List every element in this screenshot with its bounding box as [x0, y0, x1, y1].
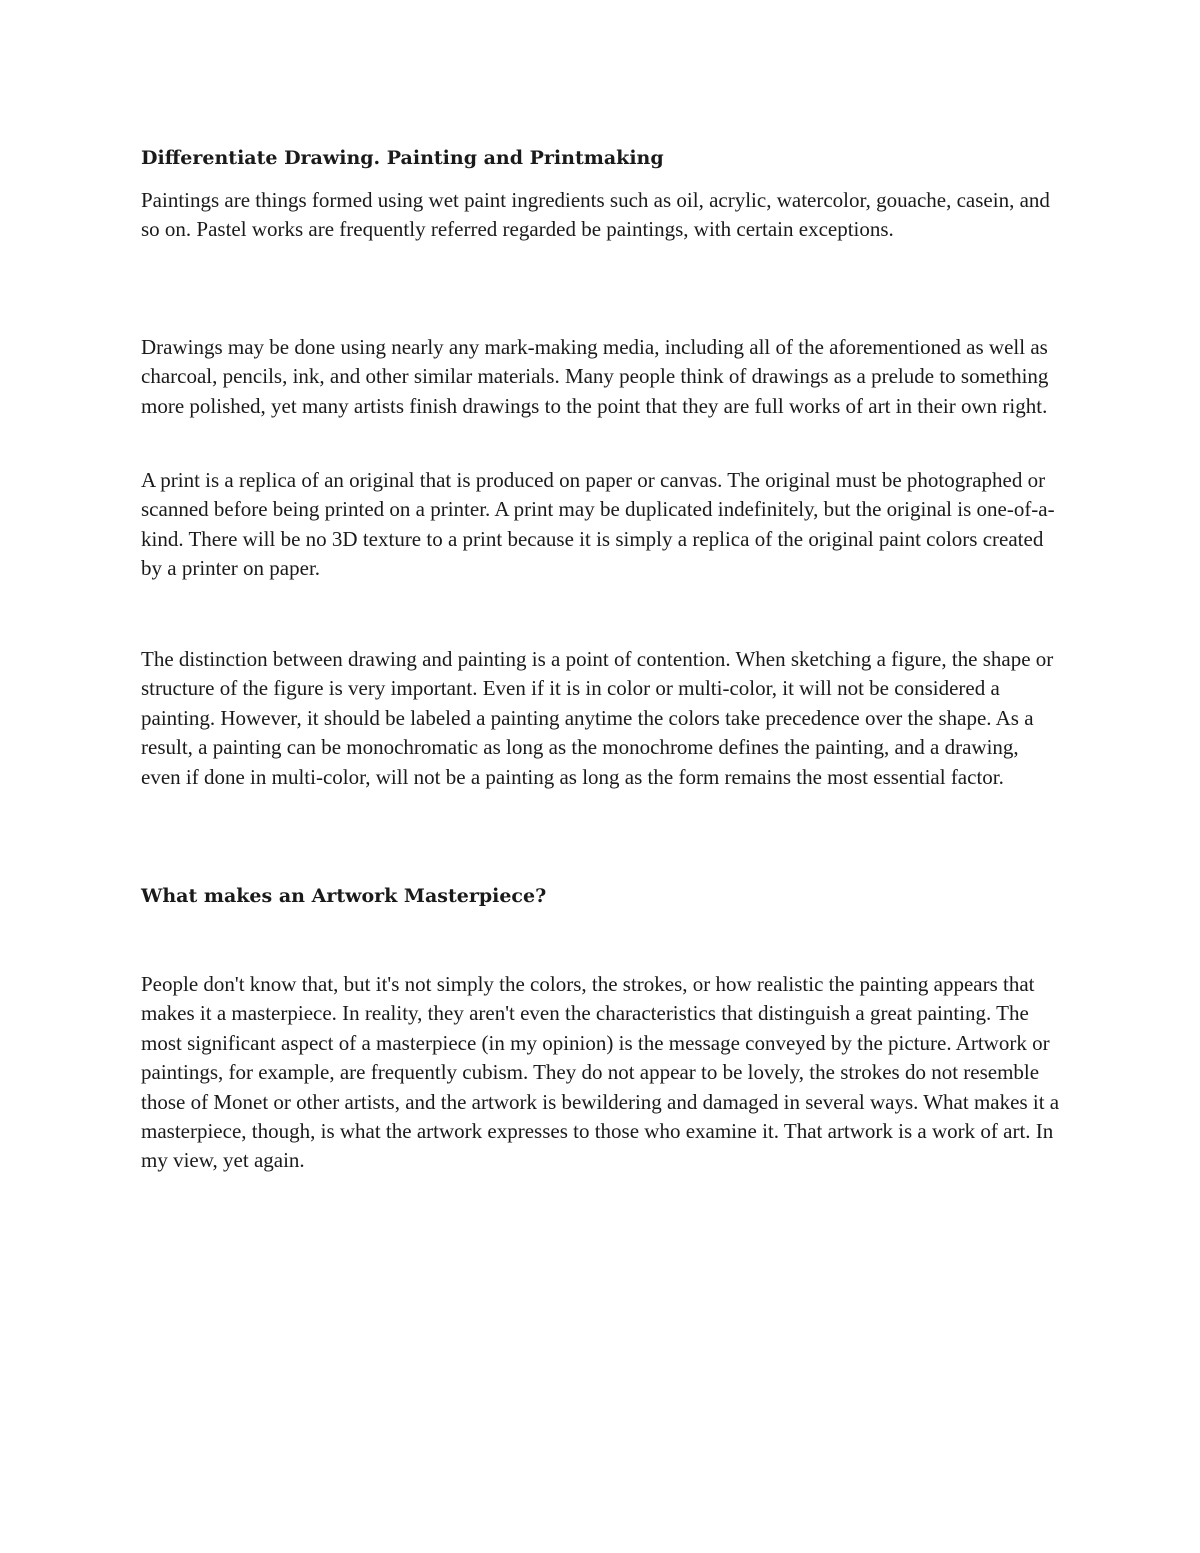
paragraph-drawings: Drawings may be done using nearly any mark-making media, including all of the aforementioned as well as charcoal, pencils, ink, and other similar materials. Many people think of drawings as a prelude to something more polished, yet many artists finish drawings to the point that they are full works of art in their own right.: [141, 335, 1049, 418]
paragraph-distinction: The distinction between drawing and painting is a point of contention. When sketching a figure, the shape or structure of the figure is very important. Even if it is in color or multi-color, it will not be considered a painting. However, it should be labeled a painting anytime the colors take precedence over the shape. As a result, a painting can be monochromatic as long as the monochrome defines the painting, and a drawing, even if done in multi-color, will not be a painting as long as the form remains the most essential factor.: [141, 647, 1054, 789]
section-heading-drawing-painting-printmaking: Differentiate Drawing. Painting and Printmaking: [141, 147, 664, 169]
paragraph-prints: A print is a replica of an original that is produced on paper or canvas. The original must be photographed or scanned before being printed on a printer. A print may be duplicated indefinitely, but the original is one-of-a-kind. There will be no 3D texture to a print because it is simply a replica of the original paint colors created by a printer on paper.: [141, 468, 1055, 581]
section-heading-masterpiece: What makes an Artwork Masterpiece?: [141, 885, 547, 907]
paragraph-masterpiece: People don't know that, but it's not simply the colors, the strokes, or how realistic the painting appears that makes it a masterpiece. In reality, they aren't even the characteristics that distinguish a great painting. The most significant aspect of a masterpiece (in my opinion) is the message conveyed by the picture. Artwork or paintings, for example, are frequently cubism. They do not appear to be lovely, the strokes do not resemble those of Monet or other artists, and the artwork is bewildering and damaged in several ways. What makes it a masterpiece, though, is what the artwork expresses to those who examine it. That artwork is a work of art. In my view, yet again.: [141, 972, 1060, 1173]
paragraph-paintings: Paintings are things formed using wet paint ingredients such as oil, acrylic, watercolor, gouache, casein, and so on. Pastel works are frequently referred regarded be paintings, with certain exceptions.: [141, 188, 1050, 242]
